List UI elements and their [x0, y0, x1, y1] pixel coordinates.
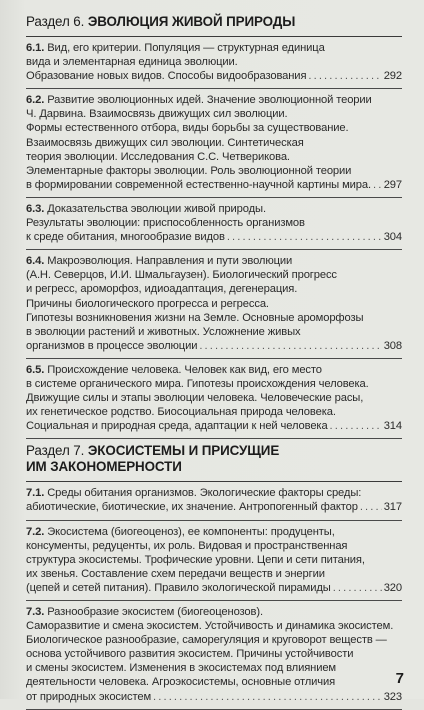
toc-entry[interactable] — [26, 601, 402, 709]
toc-entry-line — [26, 107, 402, 121]
toc-entry-text: их генетическое родство. Биосоциальная природа человека. — [26, 406, 336, 419]
section-title: ЭВОЛЮЦИЯ ЖИВОЙ ПРИРОДЫ — [87, 14, 296, 29]
toc-page-number: 317 — [383, 501, 402, 514]
toc-entry-text: Экосистема (биогеоценоз), ее компоненты: продуценты, — [47, 525, 335, 538]
toc-entry-number: 7.2. — [26, 525, 45, 538]
toc-entry-line — [26, 525, 402, 539]
toc-entry-text: (А.Н. Северцов, И.И. Шмальгаузен). Биологический прогресс — [26, 269, 337, 282]
toc-entry[interactable] — [26, 198, 402, 249]
toc-entry-line — [26, 661, 402, 675]
toc-entry-text: и регресс, ароморфоз, идиоадаптация, дегенерация. — [26, 283, 298, 296]
toc-entry-line — [26, 230, 402, 244]
toc-page-number: 320 — [383, 581, 402, 594]
toc-entry-text: Результаты эволюции: приспособленность организмов — [26, 217, 305, 230]
toc-entry-number: 6.1. — [26, 42, 45, 54]
page-number: 7 — [395, 670, 404, 687]
toc-entry-number: 7.1. — [26, 487, 45, 500]
toc-entry-text: Причины биологического прогресса и регресса. — [26, 297, 269, 310]
toc-entry-text: консументы, редуценты, их роль. Видовая и пространственная — [26, 539, 348, 552]
toc-entry-line — [26, 282, 402, 296]
toc-entry-text: в системе органического мира. Гипотезы происхождения человека. — [26, 377, 369, 390]
toc-entry-line — [26, 55, 402, 69]
dot-leader — [227, 230, 382, 244]
toc-entry-text: от природных экосистем — [26, 690, 152, 703]
dot-leader — [373, 178, 382, 192]
toc-entry-line — [26, 202, 402, 216]
toc-entry-text: организмов в процессе эволюции — [26, 339, 198, 352]
toc-entry-text: Макроэволюция. Направления и пути эволюции — [47, 255, 293, 268]
dot-leader — [333, 581, 382, 595]
toc-entry-line — [26, 69, 402, 83]
toc-entry-text: Взаимосвязь движущих сил эволюции. Синтетическая — [26, 136, 304, 149]
dot-leader — [308, 69, 381, 83]
toc-entry-line — [26, 581, 402, 595]
toc-entry-text: в формировании современной естественно-научной картины мира. — [26, 178, 371, 191]
toc-entry-line — [26, 150, 402, 164]
toc-entry[interactable] — [26, 359, 402, 438]
section-title: ИМ ЗАКОНОМЕРНОСТИ — [26, 459, 182, 475]
toc-entry-text: Элементарные факторы эволюции. Роль эволюционной теории — [26, 164, 352, 177]
section-prefix: Раздел 7. — [26, 443, 88, 459]
toc-entry-number: 6.5. — [26, 363, 45, 376]
toc-entry-line — [26, 647, 402, 661]
toc-entry[interactable] — [26, 89, 402, 197]
toc-entry-text: Движущие силы и этапы эволюции человека. Человеческие расы, — [26, 392, 364, 405]
toc-entry-text: Среды обитания организмов. Экологические факторы среды: — [47, 487, 362, 500]
toc-entry-line — [26, 178, 402, 192]
toc-page-number: 297 — [383, 178, 402, 191]
dot-leader — [153, 690, 382, 704]
toc-entry-line — [26, 539, 402, 553]
dot-leader — [199, 339, 381, 353]
toc-entry-text: в эволюции растений и животных. Усложнение живых — [26, 325, 301, 338]
toc-entry-line — [26, 690, 402, 704]
toc-entry-line — [26, 121, 402, 135]
toc-entry-line — [26, 486, 402, 500]
toc-entry[interactable] — [26, 482, 402, 519]
toc-entry-line — [26, 377, 402, 391]
toc-entry-text: Ч. Дарвина. Взаимосвязь движущих сил эволюции. — [26, 108, 288, 121]
toc-entry-line — [26, 325, 402, 339]
toc-entry-text: Происхождение человека. Человек как вид, его место — [47, 363, 322, 376]
toc-entry-text: структура экосистемы. Трофические уровни. Цепи и сети питания, — [26, 553, 365, 566]
toc-entry-number: 6.2. — [26, 94, 45, 107]
toc-entry-line — [26, 41, 402, 55]
toc-entry-line — [26, 419, 402, 433]
toc-entry-line — [26, 633, 402, 647]
toc-entry-text: и смены экосистем. Изменения в экосистемах под влиянием — [26, 662, 336, 675]
toc-entry-text: деятельности человека. Агроэкосистемы, основные отличия — [26, 676, 336, 689]
toc-entry-text: Социальная и природная среда, адаптации к ней человека — [26, 420, 328, 433]
toc-entry-number: 6.3. — [26, 202, 45, 215]
toc-entry-line — [26, 675, 402, 689]
section-prefix: Раздел 6. — [26, 14, 88, 29]
toc-entry-number: 7.3. — [26, 606, 45, 618]
toc-entry-text: Саморазвитие и смена экосистем. Устойчивость и динамика экосистем. — [26, 620, 394, 633]
toc-page-number: 314 — [383, 420, 402, 433]
toc-entry-text: вида и элементарная единица эволюции. — [26, 56, 238, 69]
toc-entry-text: Доказательства эволюции живой природы. — [47, 202, 266, 215]
toc-page-number: 308 — [383, 339, 402, 352]
dot-leader — [360, 500, 382, 514]
toc-entry-text: (цепей и сетей питания). Правило экологической пирамиды — [26, 581, 331, 594]
section-title: ЭКОСИСТЕМЫ И ПРИСУЩИЕ — [87, 443, 280, 459]
toc-entry-text: к среде обитания, многообразие видов — [26, 231, 225, 244]
toc-entry-text: Вид, его критерии. Популяция — структурная единица — [47, 42, 325, 54]
toc-entry-line — [26, 297, 402, 311]
toc-entry-line — [26, 363, 402, 377]
toc-entry-text: Формы естественного отбора, виды борьбы за существование. — [26, 122, 349, 135]
toc-entry-text: их звенья. Составление схем передачи веществ и энергии — [26, 567, 325, 580]
toc-entry-line — [26, 500, 402, 514]
toc-entry-line — [26, 216, 402, 230]
toc-entry-number: 6.4. — [26, 255, 45, 268]
table-of-contents — [26, 14, 402, 710]
toc-entry-text: Образование новых видов. Способы видообразования — [26, 70, 307, 83]
toc-entry-text: основа устойчивого развития экосистем. Причины устойчивости — [26, 648, 354, 661]
toc-page-number: 323 — [383, 690, 402, 703]
toc-entry-text: Развитие эволюционных идей. Значение эволюционной теории — [47, 94, 372, 107]
toc-page-number: 304 — [383, 231, 402, 244]
toc-entry-line — [26, 605, 402, 619]
section-heading — [26, 439, 402, 481]
toc-entry-line — [26, 567, 402, 581]
toc-entry-line — [26, 268, 402, 282]
toc-entry-line — [26, 619, 402, 633]
dot-leader — [330, 419, 382, 433]
toc-entry-text: абиотические, биотические, их значение. Антропогенный фактор — [26, 501, 358, 514]
toc-entry[interactable] — [26, 521, 402, 600]
toc-entry-text: теория эволюции. Исследования С.С. Четверикова. — [26, 150, 290, 163]
toc-entry-line — [26, 391, 402, 405]
toc-entry-text: Гипотезы возникновения жизни на Земле. Основные ароморфозы — [26, 311, 364, 324]
toc-entry-line — [26, 254, 402, 268]
toc-entry-line — [26, 136, 402, 150]
toc-entry[interactable] — [26, 250, 402, 358]
toc-entry-line — [26, 339, 402, 353]
toc-entry[interactable] — [26, 37, 402, 88]
toc-entry-line — [26, 553, 402, 567]
toc-entry-text: Биологическое разнообразие, саморегуляция и круговорот веществ — — [26, 634, 387, 647]
toc-entry-line — [26, 164, 402, 178]
toc-entry-line — [26, 405, 402, 419]
toc-page-number: 292 — [383, 70, 402, 83]
section-heading — [26, 14, 402, 36]
toc-entry-line — [26, 93, 402, 107]
toc-entry-text: Разнообразие экосистем (биогеоценозов). — [47, 606, 263, 618]
toc-entry-line — [26, 311, 402, 325]
